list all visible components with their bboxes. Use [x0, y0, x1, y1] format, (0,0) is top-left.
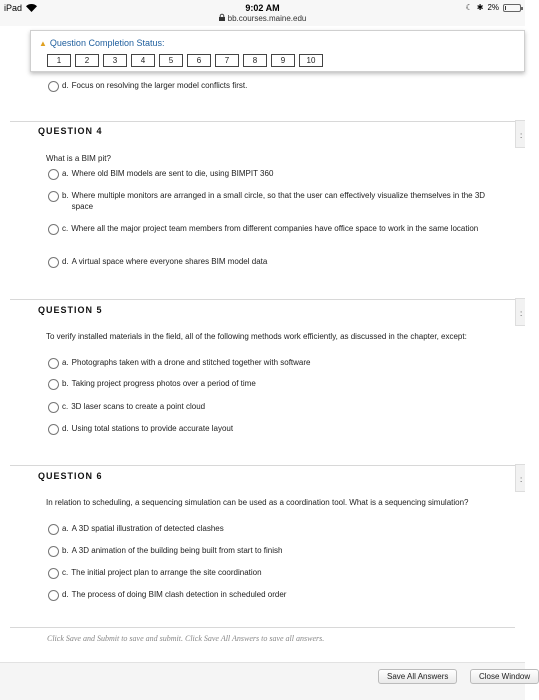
- close-window-button[interactable]: Close Window: [470, 669, 539, 684]
- question-nav-button[interactable]: 9: [271, 54, 295, 67]
- q6-answer-b[interactable]: [48, 545, 502, 557]
- question-divider: [10, 465, 515, 466]
- q5-answer-a[interactable]: [48, 357, 502, 369]
- url-text: bb.courses.maine.edu: [227, 14, 307, 23]
- question-5-header: QUESTION 5: [38, 305, 103, 315]
- answer-text: Where all the major project team members from different companies have office space to work in the same location: [71, 224, 479, 233]
- answer-text: Where old BIM models are sent to die, using BIMPIT 360: [71, 169, 274, 178]
- question-nav-button[interactable]: 7: [215, 54, 239, 67]
- footer-bar: [0, 662, 531, 700]
- answer-letter: b.: [62, 546, 69, 555]
- answer-letter: c.: [62, 568, 69, 577]
- question-nav: [47, 54, 323, 67]
- status-time: 9:02 AM: [245, 3, 280, 13]
- bluetooth-icon: ✱: [476, 3, 484, 12]
- question-4-header: QUESTION 4: [38, 126, 103, 136]
- answer-text: A 3D spatial illustration of detected clashes: [71, 524, 224, 533]
- radio-button[interactable]: [48, 379, 59, 390]
- question-nav-button[interactable]: 3: [103, 54, 127, 67]
- side-tab-glyph: :: [520, 309, 523, 318]
- answer-text: Focus on resolving the larger model conflicts first.: [71, 81, 248, 90]
- radio-button[interactable]: [48, 424, 59, 435]
- radio-button[interactable]: [48, 81, 59, 92]
- question-4-text: What is a BIM pit?: [46, 154, 111, 163]
- answer-letter: d.: [62, 590, 69, 599]
- question-nav-button[interactable]: 2: [75, 54, 99, 67]
- answer-letter: d.: [62, 257, 69, 266]
- question-nav-button[interactable]: 1: [47, 54, 71, 67]
- q6-answer-a[interactable]: [48, 523, 502, 535]
- q4-answer-c[interactable]: [48, 223, 501, 235]
- answer-text: A virtual space where everyone shares BIM model data: [71, 257, 268, 266]
- q4-answer-d[interactable]: [48, 256, 502, 268]
- side-tab-glyph: :: [520, 475, 523, 484]
- answer-letter: b.: [62, 379, 69, 388]
- radio-button[interactable]: [48, 546, 59, 557]
- completion-title-text: Question Completion Status:: [49, 38, 165, 48]
- radio-button[interactable]: [48, 169, 59, 180]
- answer-letter: a.: [62, 358, 69, 367]
- question-completion-panel: [30, 30, 525, 72]
- radio-button[interactable]: [48, 224, 59, 235]
- question-divider: [10, 121, 515, 122]
- q6-answer-c[interactable]: [48, 567, 501, 579]
- answer-letter: c.: [62, 402, 69, 411]
- question-5-text: To verify installed materials in the field, all of the following methods work efficiently, as discussed in the chapter, except:: [46, 332, 467, 341]
- q5-answer-c[interactable]: [48, 401, 501, 413]
- answer-text: Taking project progress photos over a period of time: [71, 379, 256, 388]
- answer-letter: a.: [62, 524, 69, 533]
- answer-text: Photographs taken with a drone and stitched together with software: [71, 358, 311, 367]
- device-label: iPad: [4, 3, 23, 13]
- moon-icon: ☾: [465, 3, 473, 12]
- answer-text: Where multiple monitors are arranged in a small circle, so that the user can effectively visualize themselves in the 3D space: [71, 191, 486, 211]
- answer-letter: a.: [62, 169, 69, 178]
- question-side-tab[interactable]: [515, 120, 525, 148]
- question-nav-button[interactable]: 10: [299, 54, 323, 67]
- radio-button[interactable]: [48, 524, 59, 535]
- radio-button[interactable]: [48, 568, 59, 579]
- question-nav-button[interactable]: 5: [159, 54, 183, 67]
- question-divider: [10, 299, 515, 300]
- q4-answer-a[interactable]: [48, 168, 502, 180]
- question-nav-button[interactable]: 8: [243, 54, 267, 67]
- collapse-arrow-icon[interactable]: ▲: [39, 38, 47, 48]
- answer-text: A 3D animation of the building being built from start to finish: [71, 546, 283, 555]
- radio-button[interactable]: [48, 358, 59, 369]
- completion-status-title[interactable]: [39, 38, 164, 48]
- q3-answer-d[interactable]: [48, 80, 502, 92]
- question-side-tab[interactable]: [515, 464, 525, 492]
- radio-button[interactable]: [48, 402, 59, 413]
- question-6-text: In relation to scheduling, a sequencing simulation can be used as a coordination tool. What is a sequencing simulation?: [46, 498, 469, 507]
- save-all-answers-button[interactable]: Save All Answers: [378, 669, 457, 684]
- side-tab-glyph: :: [520, 131, 523, 140]
- radio-button[interactable]: [48, 257, 59, 268]
- answer-letter: d.: [62, 81, 69, 90]
- q5-answer-d[interactable]: [48, 423, 502, 435]
- q6-answer-d[interactable]: [48, 589, 502, 601]
- answer-text: The initial project plan to arrange the site coordination: [71, 568, 262, 577]
- submit-instructions: Click Save and Submit to save and submit. Click Save All Answers to save all answers.: [47, 634, 325, 643]
- q5-answer-b[interactable]: [48, 378, 502, 390]
- answer-text: 3D laser scans to create a point cloud: [71, 402, 206, 411]
- question-6-header: QUESTION 6: [38, 471, 103, 481]
- question-side-tab[interactable]: [515, 298, 525, 326]
- answer-letter: d.: [62, 424, 69, 433]
- question-nav-button[interactable]: 6: [187, 54, 211, 67]
- answer-letter: b.: [62, 191, 69, 200]
- answer-text: The process of doing BIM clash detection in scheduled order: [71, 590, 287, 599]
- radio-button[interactable]: [48, 590, 59, 601]
- section-divider: [10, 627, 515, 628]
- answer-letter: c.: [62, 224, 69, 233]
- radio-button[interactable]: [48, 191, 59, 202]
- answer-text: Using total stations to provide accurate layout: [71, 424, 234, 433]
- q4-answer-b[interactable]: [48, 190, 502, 212]
- battery-percent: 2%: [487, 3, 499, 12]
- question-nav-button[interactable]: 4: [131, 54, 155, 67]
